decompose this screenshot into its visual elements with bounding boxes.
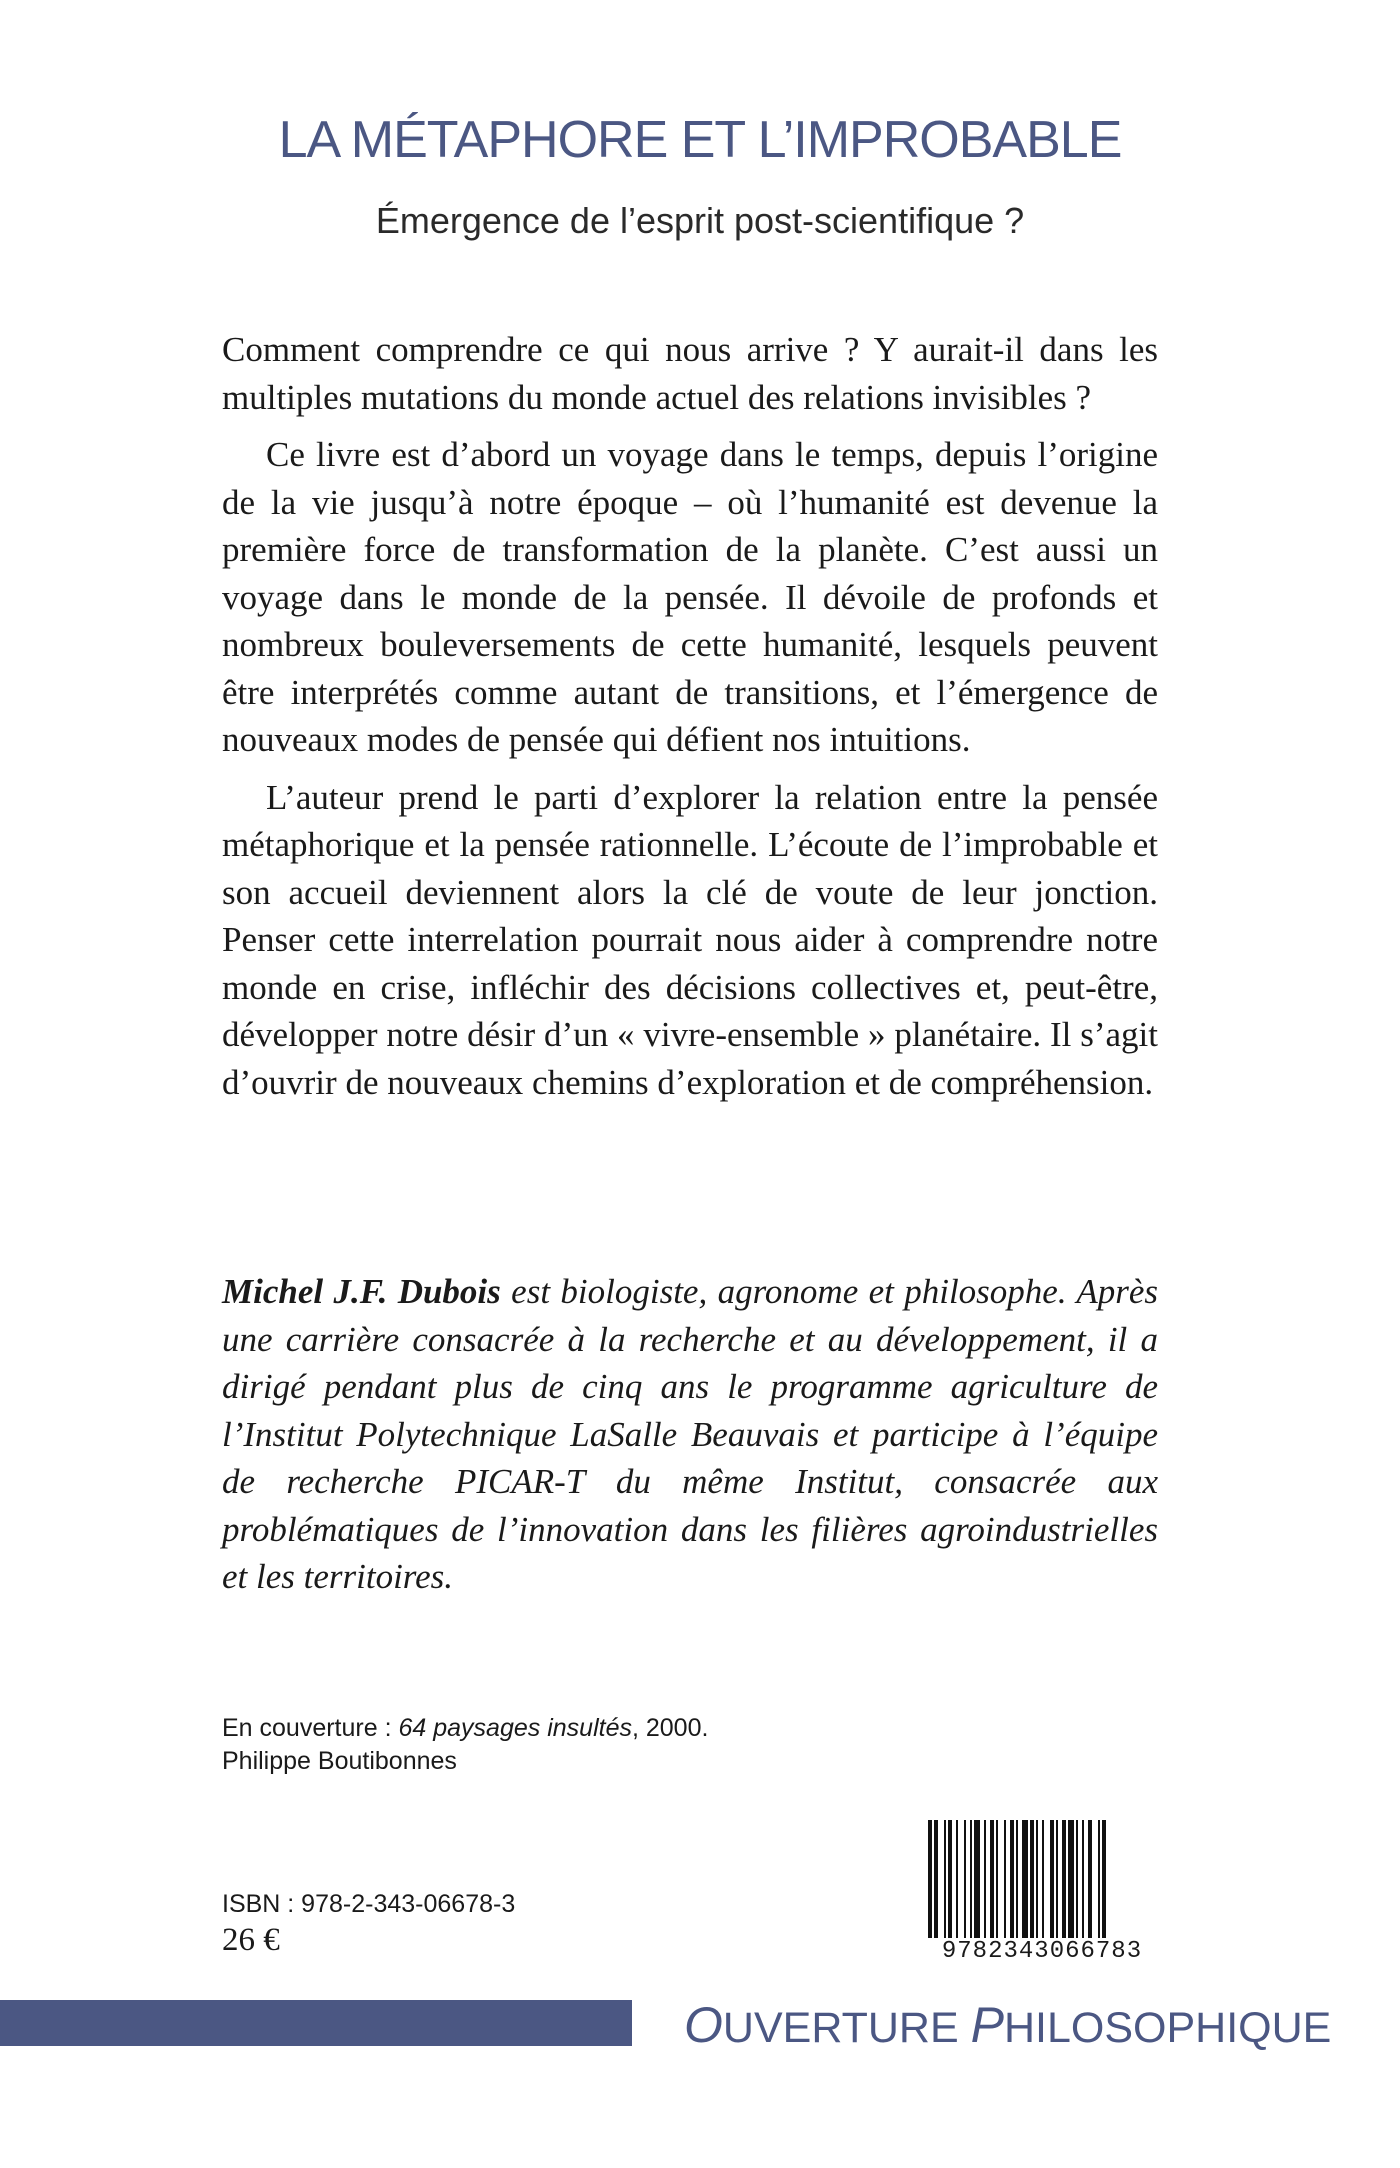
barcode-bar [944,1820,946,1942]
barcode-bar [970,1820,972,1942]
barcode-bar [1050,1820,1054,1942]
barcode-bar [1102,1820,1106,1942]
author-name: Michel J.F. Dubois [222,1272,501,1311]
barcode-digits: 9782343066783 [922,1938,1162,1965]
barcode-bar [956,1820,958,1942]
isbn: ISBN : 978-2-343-06678-3 [222,1890,516,1918]
blurb-paragraph: L’auteur prend le parti d’explorer la relation entre la pensée métaphorique et la pensée rationnelle. L’écoute de l’improbable et son accueil deviennent alors la clé de voute de leur jonction. Penser cette interrelation pourrait nous aider à comprendre notre monde en crise, infléchir des décisions collectives et, peut-être, développer notre désir d’un « vivre-ensemble » planétaire. Il s’agit d’ouvrir de nouveaux chemins d’exploration et de compréhension. [222,777,1158,1102]
cover-credit-suffix: , 2000. [631,1714,709,1742]
collection-name: OUVERTURE PHILOSOPHIQUE [684,1997,1332,2053]
barcode-bar [1062,1820,1066,1942]
cover-credit [222,1712,708,1778]
barcode-bar [934,1820,938,1942]
barcode [922,1820,1162,1970]
collection-band [0,2000,632,2046]
cover-work-title: 64 paysages insultés [398,1714,632,1742]
author-bio [222,1268,1158,1601]
price: 26 € [222,1922,280,1958]
barcode-bar [984,1820,986,1942]
barcode-bar [1098,1820,1100,1942]
barcode-bar [1036,1820,1038,1942]
blurb-paragraph: Ce livre est d’abord un voyage dans le temps, depuis l’origine de la vie jusqu’à notre époque – où l’humanité est devenue la première force de transformation de la planète. C’est aussi un voyage dans le monde de la pensée. Il dévoile de profonds et nombreux bouleversements de cette humanité, lesquels peuvent être interprétés comme autant de transitions, et l’émergence de nouveaux modes de pensée qui défient nos intuitions. [222,435,1158,759]
barcode-bar [974,1820,980,1942]
barcode-bars [922,1820,1162,1942]
barcode-bar [948,1820,952,1942]
barcode-bar [1010,1820,1014,1942]
barcode-bar [1056,1820,1058,1942]
barcode-bar [1042,1820,1044,1942]
barcode-bar [1022,1820,1028,1942]
barcode-bar [964,1820,966,1942]
barcode-bar [1082,1820,1084,1942]
barcode-bar [1004,1820,1006,1942]
blurb-paragraph: Comment comprendre ce qui nous arrive ? Y aurait-il dans les multiples mutations du monde actuel des relations invisibles ? [222,330,1158,417]
barcode-bar [1088,1820,1092,1942]
author-bio-text: est biologiste, agronome et philosophe. Après une carrière consacrée à la recherche et au développement, il a dirigé pendant plus de cinq ans le programme agriculture de l’Institut Polytechnique LaSalle Beauvais et participe à l’équipe de recherche PICAR-T du même Institut, consacrée aux problématiques de l’innovation dans les filières agroindustrielles et les territoires. [222,1272,1158,1596]
barcode-bar [1016,1820,1018,1942]
barcode-bar [990,1820,994,1942]
book-subtitle: Émergence de l’esprit post-scientifique ? [375,200,1025,241]
blurb [222,326,1158,1106]
barcode-bar [996,1820,998,1942]
barcode-bar [1076,1820,1078,1942]
barcode-bar [1030,1820,1034,1942]
book-title: LA MÉTAPHORE ET L’IMPROBABLE [278,111,1122,169]
cover-credit-prefix: En couverture : [222,1714,399,1742]
barcode-bar [1068,1820,1074,1942]
cover-artist: Philippe Boutibonnes [222,1747,457,1775]
barcode-bar [928,1820,932,1942]
